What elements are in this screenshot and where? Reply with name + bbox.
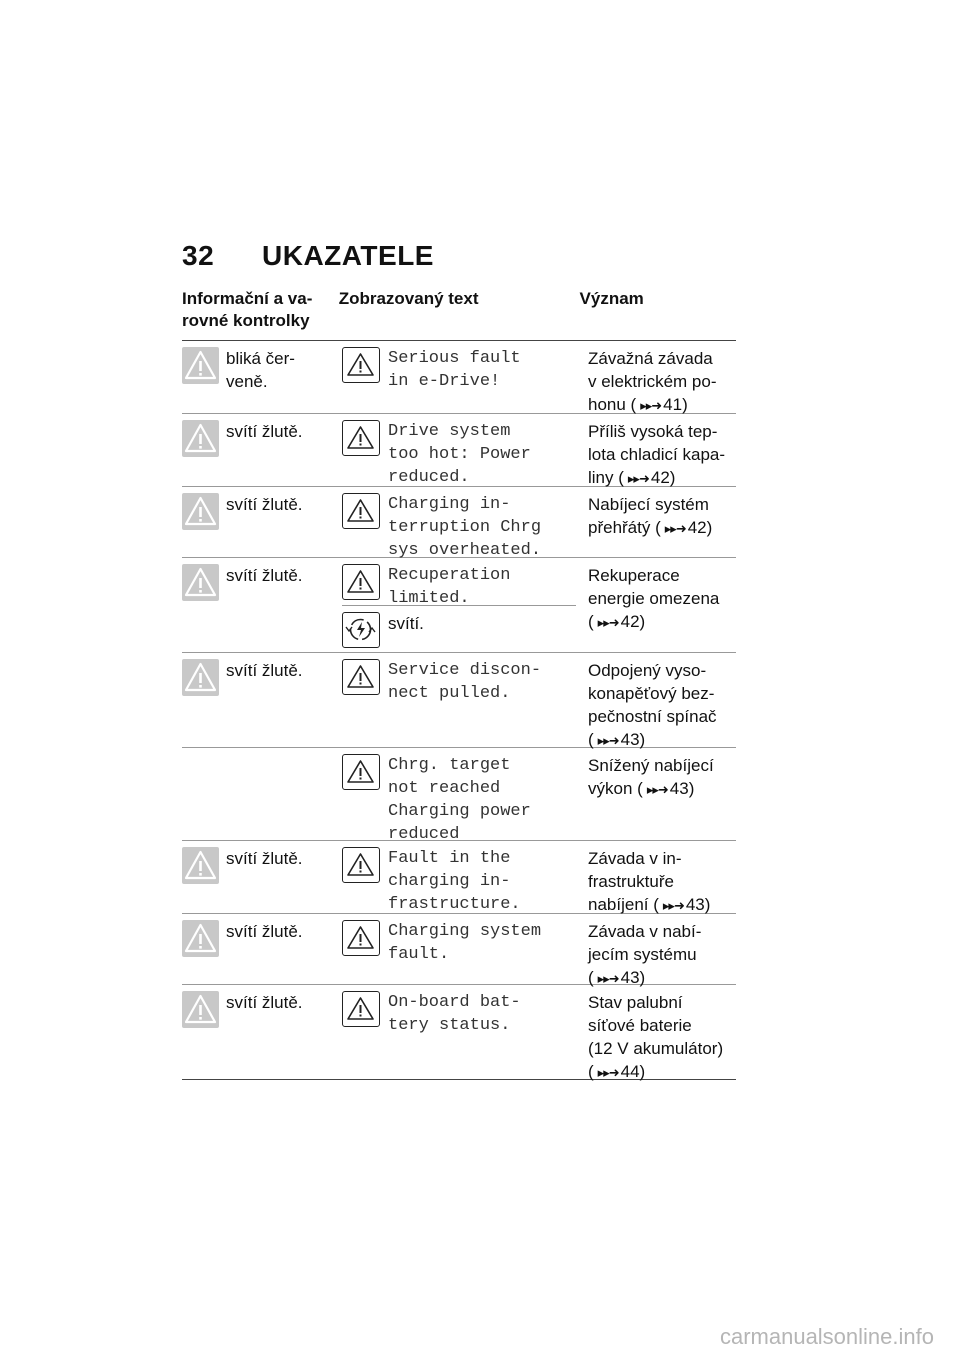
- page-arrow-icon: ▸▸➜: [646, 782, 668, 797]
- page-arrow-icon: ▸▸➜: [640, 398, 662, 413]
- display-message: Fault in the charging in- frastructure.: [388, 849, 521, 914]
- display-message-secondary: svítí.: [388, 614, 424, 633]
- light-status-text: svítí žlutě.: [226, 993, 303, 1012]
- table-header: [182, 288, 736, 341]
- meaning-text: [576, 841, 736, 917]
- warning-triangle-icon: [342, 920, 380, 956]
- meaning-cell: [576, 914, 736, 987]
- page-reference-number: 43: [620, 968, 640, 987]
- warning-triangle-icon: [182, 991, 219, 1028]
- indicator-light-cell: [182, 748, 342, 840]
- meaning-label: Závada v nabí- jecím systému: [588, 922, 702, 964]
- page-reference[interactable]: ( ▸▸➜ 43): [632, 779, 694, 798]
- display-text-cell: [342, 985, 576, 1079]
- display-message: Serious fault in e-Drive!: [388, 349, 521, 391]
- warning-triangle-icon: [182, 564, 219, 601]
- page-reference[interactable]: ( ▸▸➜ 41): [626, 395, 688, 414]
- page-reference[interactable]: ( ▸▸➜ 42): [614, 468, 676, 487]
- warning-triangle-icon: [182, 420, 219, 457]
- page-arrow-icon: ▸▸➜: [597, 615, 619, 630]
- warning-triangle-icon: [342, 754, 380, 790]
- page-reference-number: 43: [685, 895, 705, 914]
- meaning-label: Nabíjecí systém přehřátý: [588, 495, 709, 537]
- meaning-label: Příliš vysoká tep- lota chladicí kapa- liny: [588, 422, 726, 487]
- header-col-lights: Informační a va- rovné kontrolky: [182, 289, 313, 330]
- meaning-cell: [576, 558, 736, 652]
- warning-triangle-icon: [342, 659, 380, 695]
- table-row: [182, 914, 736, 985]
- page-reference[interactable]: ( ▸▸➜ 43): [649, 895, 711, 914]
- header-col-meaning: Význam: [579, 289, 644, 308]
- meaning-cell: [576, 841, 736, 913]
- light-status-text: svítí žlutě.: [226, 922, 303, 941]
- meaning-text: [576, 748, 736, 801]
- meaning-cell: [576, 487, 736, 557]
- display-message: Recuperation limited.: [388, 566, 511, 608]
- page-arrow-icon: ▸▸➜: [597, 1065, 619, 1080]
- meaning-cell: [576, 341, 736, 413]
- warning-triangle-icon: [182, 920, 219, 957]
- table-row: [182, 748, 736, 844]
- meaning-text: [576, 653, 736, 752]
- page-reference[interactable]: ( ▸▸➜ 43): [588, 730, 645, 749]
- display-text-cell: [342, 414, 576, 486]
- warning-triangle-icon: [342, 347, 380, 383]
- meaning-label: Rekuperace energie omezena: [588, 566, 720, 608]
- warning-triangle-icon: [182, 493, 219, 530]
- page-number: 32: [182, 240, 215, 271]
- warning-triangle-icon: [342, 493, 380, 529]
- warning-triangle-icon: [342, 420, 380, 456]
- page-reference-number: 41: [663, 395, 683, 414]
- display-message: Service discon- nect pulled.: [388, 661, 542, 703]
- meaning-text: [576, 985, 736, 1084]
- meaning-text: [576, 558, 736, 634]
- meaning-label: Odpojený vyso- konapěťový bez- pečnostní spínač: [588, 661, 717, 726]
- meaning-cell: [576, 653, 736, 747]
- meaning-cell: [576, 748, 736, 840]
- indicator-light-cell: [182, 841, 342, 913]
- display-message: Charging in- terruption Chrg sys overheated.: [388, 495, 542, 560]
- page-reference[interactable]: ( ▸▸➜ 43): [588, 968, 645, 987]
- warning-triangle-icon: [182, 847, 219, 884]
- light-status-text: svítí žlutě.: [226, 661, 303, 680]
- display-text-cell: [342, 914, 576, 984]
- indicator-table: [182, 288, 736, 1080]
- meaning-label: Stav palubní síťové baterie (12 V akumulátor): [588, 993, 724, 1058]
- meaning-cell: [576, 985, 736, 1079]
- page-reference[interactable]: ( ▸▸➜ 42): [588, 612, 645, 631]
- page-arrow-icon: ▸▸➜: [597, 733, 619, 748]
- table-row: [182, 841, 736, 914]
- indicator-light-cell: [182, 985, 342, 1079]
- indicator-light-cell: [182, 487, 342, 557]
- page-arrow-icon: ▸▸➜: [597, 971, 619, 986]
- indicator-light-cell: [182, 653, 342, 747]
- row-divider: [342, 605, 576, 606]
- header-col-display: Zobrazovaný text: [338, 289, 479, 308]
- page-reference[interactable]: ( ▸▸➜ 44): [588, 1062, 645, 1081]
- indicator-light-cell: [182, 914, 342, 984]
- display-message: Chrg. target not reached Charging power reduced: [388, 756, 531, 844]
- page-arrow-icon: ▸▸➜: [662, 898, 684, 913]
- table-row: [182, 558, 736, 653]
- warning-triangle-icon: [182, 659, 219, 696]
- meaning-label: Snížený nabíjecí výkon: [588, 756, 714, 798]
- page-heading: [182, 240, 434, 272]
- page-reference[interactable]: ( ▸▸➜ 42): [650, 518, 712, 537]
- indicator-light-cell: [182, 558, 342, 652]
- page-reference-number: 42: [650, 468, 670, 487]
- display-text-cell: [342, 558, 576, 652]
- watermark: carmanualsonline.info: [719, 1324, 934, 1349]
- meaning-label: Závada v in- frastruktuře nabíjení: [588, 849, 682, 914]
- warning-triangle-icon: [182, 347, 219, 384]
- warning-triangle-icon: [342, 564, 380, 600]
- light-status-text: svítí žlutě.: [226, 422, 303, 441]
- page-arrow-icon: ▸▸➜: [664, 521, 686, 536]
- light-status-text: svítí žlutě.: [226, 495, 303, 514]
- table-row: [182, 653, 736, 748]
- table-row: [182, 414, 736, 487]
- page-reference-number: 43: [669, 779, 689, 798]
- warning-triangle-icon: [342, 847, 380, 883]
- display-text-cell: [342, 487, 576, 560]
- display-message: Charging system fault.: [388, 922, 542, 964]
- meaning-text: [576, 914, 736, 990]
- warning-triangle-icon: [342, 991, 380, 1027]
- page-reference-number: 44: [620, 1062, 640, 1081]
- display-text-cell: [342, 748, 576, 844]
- page-reference-number: 42: [687, 518, 707, 537]
- meaning-text: [576, 414, 736, 490]
- indicator-light-cell: [182, 341, 342, 413]
- meaning-cell: [576, 414, 736, 486]
- recuperation-icon: [342, 612, 380, 648]
- table-row: [182, 341, 736, 414]
- meaning-label: Závažná závada v elektrickém po- honu: [588, 349, 717, 414]
- light-status-text: svítí žlutě.: [226, 566, 303, 585]
- page-reference-number: 42: [620, 612, 640, 631]
- page-title: UKAZATELE: [262, 240, 434, 271]
- page-reference-number: 43: [620, 730, 640, 749]
- indicator-light-cell: [182, 414, 342, 486]
- meaning-text: [576, 341, 736, 417]
- meaning-text: [576, 487, 736, 540]
- display-message: Drive system too hot: Power reduced.: [388, 422, 531, 487]
- table-row: [182, 487, 736, 558]
- light-status-text: bliká čer- veně.: [226, 349, 295, 391]
- display-message: On-board bat- tery status.: [388, 993, 521, 1035]
- light-status-text: svítí žlutě.: [226, 849, 303, 868]
- display-text-cell: [342, 653, 576, 747]
- display-text-cell: [342, 341, 576, 413]
- table-row: [182, 985, 736, 1080]
- display-text-cell: [342, 841, 576, 913]
- page-arrow-icon: ▸▸➜: [627, 471, 649, 486]
